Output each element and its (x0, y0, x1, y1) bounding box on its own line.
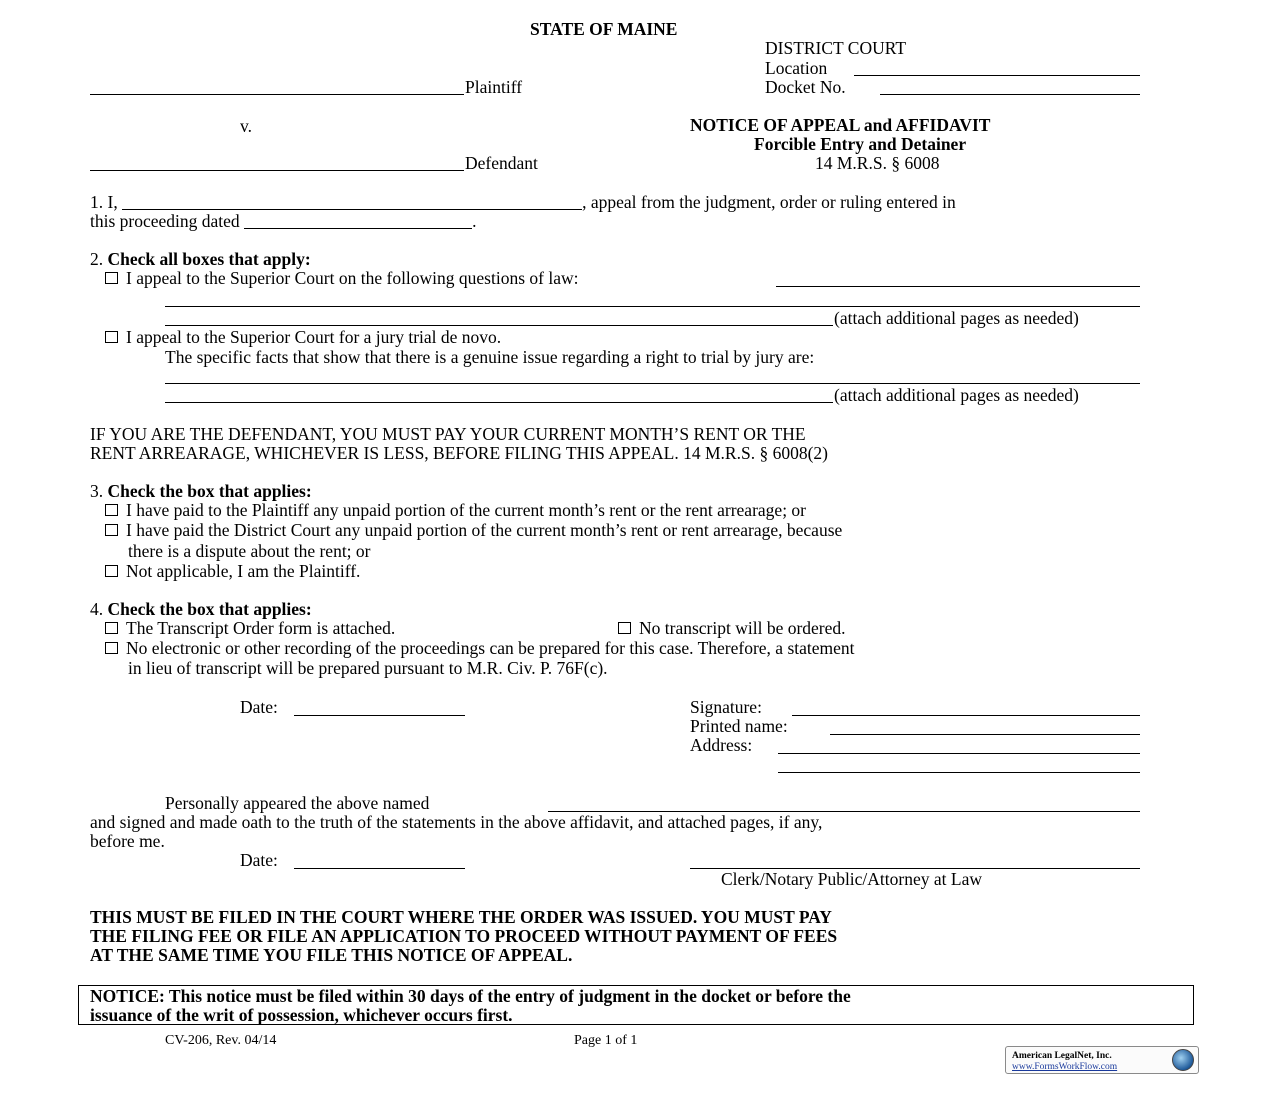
legalnet-logo[interactable] (1005, 1046, 1199, 1074)
statute-citation: 14 M.R.S. § 6008 (815, 153, 940, 173)
item1-dated-label: this proceeding dated (90, 211, 240, 231)
law-questions-line-2[interactable] (165, 306, 1140, 307)
item3-option-na (105, 563, 360, 581)
no-recording-label-cont: in lieu of transcript will be prepared pursuant to M.R. Civ. P. 76F(c). (128, 658, 608, 678)
item4-option-none (618, 620, 846, 638)
paid-court-checkbox[interactable] (105, 524, 118, 536)
logo-company-name: American LegalNet, Inc. (1012, 1051, 1112, 1061)
not-applicable-checkbox[interactable] (105, 565, 118, 577)
jury-trial-label: I appeal to the Superior Court for a jury trial de novo. (126, 327, 502, 347)
filing-notice-line3: AT THE SAME TIME YOU FILE THIS NOTICE OF APPEAL. (90, 945, 573, 965)
date-field-1[interactable] (294, 715, 465, 716)
affidavit-line1: Personally appeared the above named (165, 793, 430, 813)
law-questions-label: I appeal to the Superior Court on the following questions of law: (126, 268, 579, 288)
date-label-1: Date: (240, 697, 278, 717)
address-field-1[interactable] (778, 753, 1140, 754)
item4-heading-text: Check the box that applies: (107, 599, 312, 619)
no-transcript-checkbox[interactable] (618, 622, 631, 634)
address-label: Address: (690, 735, 753, 755)
logo-url-link[interactable]: www.FormsWorkFlow.com (1012, 1062, 1118, 1072)
item3-heading (90, 483, 312, 501)
item1-mid: , appeal from the judgment, order or ruling entered in (582, 192, 956, 212)
attach-note-2: (attach additional pages as needed) (834, 385, 1079, 405)
jury-facts-label: The specific facts that show that there is a genuine issue regarding a right to trial by jury are: (165, 347, 815, 367)
item2-heading (90, 251, 311, 269)
paid-court-label: I have paid the District Court any unpaid portion of the current month’s rent or rent arrearage, because (126, 520, 843, 540)
docket-label: Docket No. (765, 77, 846, 97)
affidavit-line3: before me. (90, 831, 165, 851)
item3-heading-text: Check the box that applies: (107, 481, 312, 501)
item4-option-statement (105, 640, 855, 658)
item3-option-plaintiff (105, 502, 806, 520)
jury-facts-line-2[interactable] (165, 402, 833, 403)
law-questions-checkbox[interactable] (105, 272, 118, 284)
signature-label: Signature: (690, 697, 762, 717)
item1-line2 (90, 213, 476, 231)
date-field-2[interactable] (294, 868, 465, 869)
docket-field[interactable] (880, 94, 1140, 95)
law-questions-line-3[interactable] (165, 325, 833, 326)
item2-option-jury (105, 329, 501, 347)
transcript-attached-label: The Transcript Order form is attached. (126, 618, 396, 638)
no-recording-checkbox[interactable] (105, 642, 118, 654)
appellant-name-field[interactable] (122, 195, 582, 210)
globe-icon (1172, 1049, 1194, 1071)
judgment-date-field[interactable] (244, 214, 472, 229)
date-label-2: Date: (240, 850, 278, 870)
item4-option-attached (105, 620, 395, 638)
paid-plaintiff-label: I have paid to the Plaintiff any unpaid portion of the current month’s rent or the rent arrearage; or (126, 500, 807, 520)
clerk-label: Clerk/Notary Public/Attorney at Law (721, 869, 982, 889)
item4-heading (90, 601, 312, 619)
signature-field[interactable] (792, 715, 1140, 716)
jury-trial-checkbox[interactable] (105, 331, 118, 343)
item1-prefix: 1. I, (90, 192, 118, 212)
page-number: Page 1 of 1 (574, 1033, 638, 1048)
item3-option-court (105, 522, 842, 540)
defendant-field[interactable] (90, 170, 464, 171)
affidavit-line2: and signed and made oath to the truth of the statements in the above affidavit, and attached pages, if any, (90, 812, 823, 832)
form-title: NOTICE OF APPEAL and AFFIDAVIT (690, 115, 991, 135)
form-subtitle: Forcible Entry and Detainer (754, 134, 967, 154)
paid-court-label-cont: there is a dispute about the rent; or (128, 541, 371, 561)
notice-box-line1: NOTICE: This notice must be filed within 30 days of the entry of judgment in the docket or before the (90, 986, 851, 1006)
defendant-label: Defendant (465, 153, 538, 173)
filing-notice-line1: THIS MUST BE FILED IN THE COURT WHERE THE ORDER WAS ISSUED. YOU MUST PAY (90, 907, 832, 927)
attach-note-1: (attach additional pages as needed) (834, 308, 1079, 328)
defendant-warning-line2: RENT ARREARAGE, WHICHEVER IS LESS, BEFORE FILING THIS APPEAL. 14 M.R.S. § 6008(2) (90, 443, 828, 463)
printed-name-label: Printed name: (690, 716, 788, 736)
no-recording-label: No electronic or other recording of the proceedings can be prepared for this case. Therefore, a statement (126, 638, 855, 658)
form-id: CV-206, Rev. 04/14 (165, 1033, 277, 1048)
jury-facts-line-1[interactable] (165, 383, 1140, 384)
filing-notice-line2: THE FILING FEE OR FILE AN APPLICATION TO PROCEED WITHOUT PAYMENT OF FEES (90, 926, 838, 946)
item2-heading-text: Check all boxes that apply: (107, 249, 311, 269)
item2-option-law (105, 270, 579, 288)
not-applicable-label: Not applicable, I am the Plaintiff. (126, 561, 361, 581)
state-title: STATE OF MAINE (530, 19, 678, 39)
item1-period: . (472, 211, 477, 231)
no-transcript-label: No transcript will be ordered. (639, 618, 846, 638)
defendant-warning-line1: IF YOU ARE THE DEFENDANT, YOU MUST PAY YOUR CURRENT MONTH’S RENT OR THE (90, 424, 806, 444)
printed-name-field[interactable] (830, 734, 1140, 735)
notice-box-line2: issuance of the writ of possession, whichever occurs first. (90, 1005, 513, 1025)
item4-number: 4. (90, 599, 104, 619)
transcript-attached-checkbox[interactable] (105, 622, 118, 634)
item1-line1 (90, 194, 956, 212)
law-questions-line-1[interactable] (776, 286, 1140, 287)
paid-plaintiff-checkbox[interactable] (105, 504, 118, 516)
plaintiff-field[interactable] (90, 94, 464, 95)
court-name: DISTRICT COURT (765, 38, 907, 58)
address-field-2[interactable] (778, 772, 1140, 773)
location-field[interactable] (854, 75, 1140, 76)
item2-number: 2. (90, 249, 104, 269)
location-label: Location (765, 58, 828, 78)
versus-label: v. (240, 116, 252, 136)
plaintiff-label: Plaintiff (465, 77, 523, 97)
item3-number: 3. (90, 481, 104, 501)
